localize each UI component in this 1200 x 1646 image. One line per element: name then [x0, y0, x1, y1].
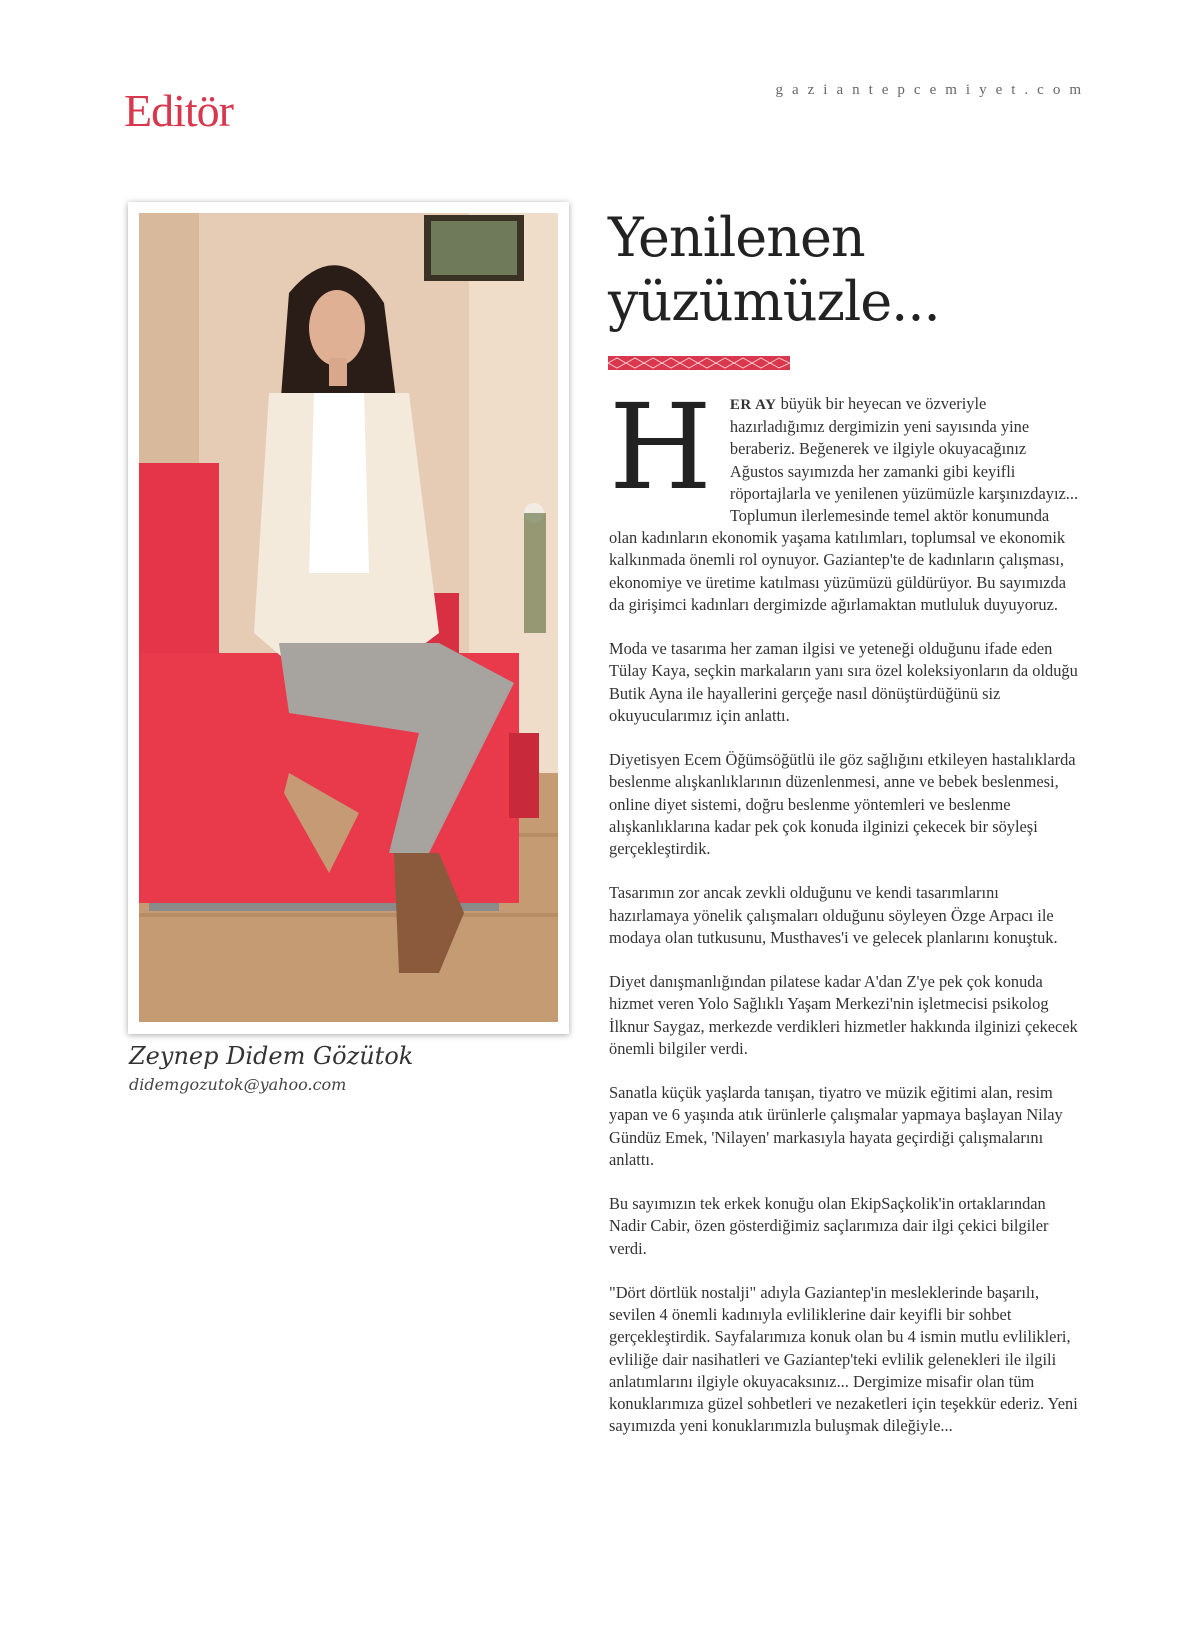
- article-paragraph-2: Moda ve tasarıma her zaman ilgisi ve yeteneği olduğunu ifade eden Tülay Kaya, seçkin markaların yanı sıra özel koleksiyonların da olduğu Butik Ayna ile hayallerini gerçeğe nasıl dönüştürdüğünü siz okuyucularımız için anlattı.: [609, 639, 1078, 725]
- article-paragraph-4: Tasarımın zor ancak zevkli olduğunu ve kendi tasarımlarını hazırlamaya yönelik çalışmaları olduğunu söyleyen Özge Arpacı ile modaya olan tutkusunu, Musthaves'i ve gelecek planlarını konuştuk.: [609, 883, 1058, 947]
- section-label: Editör: [124, 85, 233, 136]
- author-portrait-photo: [139, 213, 558, 1022]
- author-name: Zeynep Didem Gözütok: [129, 1042, 414, 1070]
- decorative-ornament-bar: [608, 356, 790, 370]
- article-body: [609, 378, 1079, 1460]
- article-paragraph-1: [609, 378, 1079, 616]
- article-paragraph-8: "Dört dörtlük nostalji" adıyla Gaziantep'in mesleklerinde başarılı, sevilen 4 önemli kadınıyla evliliklerine dair keyifli bir sohbet gerçekleştirdik. Sayfalarımıza konuk olan bu 4 ismin mutlu evlilikleri, evliliğe dair nasihatleri ve Gaziantep'teki evlilik gelenekleri ile ilgili anlatımlarını ilgiyle okuyacaksınız... Dergimize misafir olan tüm konuklarımıza güzel sohbetleri ve nezaketleri için teşekkür ederiz. Yeni sayımızda yeni konuklarımızla buluşmak dileğiyle...: [609, 1283, 1078, 1436]
- headline-line-2: yüzümüzle...: [608, 270, 940, 333]
- drop-cap: H: [609, 378, 712, 516]
- article-paragraph-6: Sanatla küçük yaşlarda tanışan, tiyatro ve müzik eğitimi alan, resim yapan ve 6 yaşında atık ürünlerle çalışmalar yapmaya başlayan Nilay Gündüz Emek, 'Nilayen' markasıyla hayata geçirdiği çalışmalarını anlattı.: [609, 1083, 1063, 1169]
- headline-line-1: Yenilenen: [608, 206, 865, 269]
- article-paragraph-7: Bu sayımızın tek erkek konuğu olan EkipSaçkolik'in ortaklarından Nadir Cabir, özen gösterdiğimiz saçlarımıza dair ilgi çekici bilgiler verdi.: [609, 1194, 1049, 1258]
- paragraph-1-text: büyük bir heyecan ve özveriyle hazırladığımız dergimizin yeni sayısında yine beraberiz. Beğenerek ve ilgiyle okuyacağınız Ağustos sayımızda her zamanki gibi keyifli röportajlarla ve yenilenen yüzümüzle karşınızdayız... Toplumun ilerlemesinde temel aktör konumunda olan kadınların ekonomik yaşama katılımları, toplumsal ve ekonomik kalkınmada önemli rol oynuyor. Gaziantep'te de kadınların çalışması, ekonomiye ve üretime katılması yüzümüzü güldürüyor. Bu sayımızda da girişimci kadınları dergimizde ağırlamaktan mutluluk duyuyoruz.: [609, 394, 1079, 614]
- article-paragraph-3: Diyetisyen Ecem Öğümsöğütlü ile göz sağlığını etkileyen hastalıklarda beslenme alışkanlıklarının düzenlenmesi, anne ve bebek beslenmesi, online diyet sistemi, doğru beslenme yöntemleri ve beslenme alışkanlıklarına kadar pek çok konuda ilginizi çekecek bir söyleşi gerçekleştirdik.: [609, 750, 1076, 859]
- lead-caps: ER AY: [729, 397, 777, 413]
- portrait-illustration: [139, 213, 558, 1022]
- author-email: didemgozutok@yahoo.com: [129, 1075, 347, 1094]
- article-paragraph-5: Diyet danışmanlığından pilatese kadar A'dan Z'ye pek çok konuda hizmet veren Yolo Sağlıklı Yaşam Merkezi'nin işletmecisi psikolog İlknur Saygaz, merkezde verdikleri hizmetler hakkında ilginizi çekecek önemli bilgiler verdi.: [609, 972, 1078, 1058]
- article-headline: [608, 206, 1128, 334]
- site-url: gaziantepcemiyet.com: [775, 82, 1090, 98]
- photo-frame: [128, 202, 569, 1034]
